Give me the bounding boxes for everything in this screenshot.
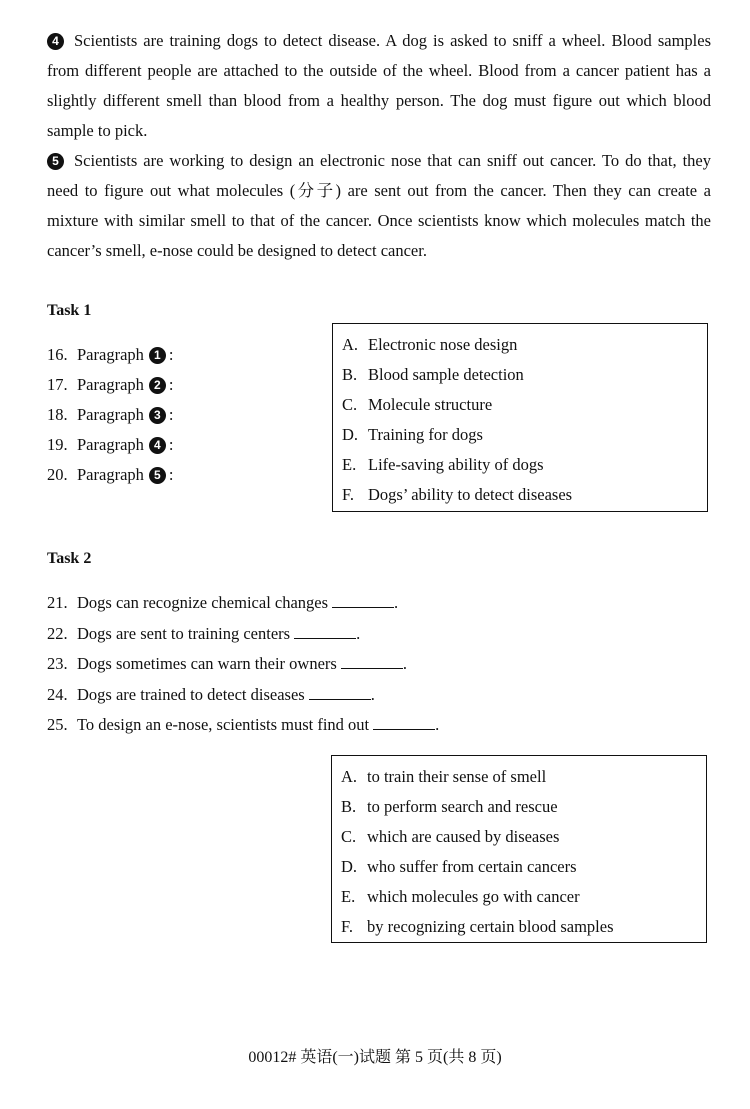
task1-option-d bbox=[342, 420, 707, 450]
option-letter: E. bbox=[341, 887, 356, 906]
task1-question-16 bbox=[47, 340, 173, 370]
task2-question-24 bbox=[47, 680, 439, 711]
question-colon: : bbox=[168, 465, 174, 484]
task1-question-17 bbox=[47, 370, 173, 400]
task1-question-18 bbox=[47, 400, 173, 430]
question-number: 18. bbox=[47, 405, 68, 424]
option-letter: B. bbox=[342, 365, 358, 384]
option-text: Blood sample detection bbox=[368, 365, 524, 384]
option-letter: A. bbox=[342, 335, 359, 354]
option-letter: F. bbox=[342, 485, 354, 504]
option-letter: E. bbox=[342, 455, 357, 474]
task1-option-f bbox=[342, 480, 707, 510]
question-number: 17. bbox=[47, 375, 68, 394]
question-label: Paragraph bbox=[77, 375, 144, 394]
question-text: Dogs are trained to detect diseases bbox=[77, 684, 305, 704]
question-text: To design an e-nose, scientists must find out bbox=[77, 715, 370, 734]
task2-question-22 bbox=[47, 619, 439, 650]
answer-blank bbox=[341, 652, 403, 669]
task1-option-b bbox=[342, 360, 707, 390]
question-label: Paragraph bbox=[77, 405, 144, 424]
task1-option-a bbox=[342, 330, 707, 360]
question-label: Paragraph bbox=[77, 465, 144, 484]
task2-option-a bbox=[341, 762, 706, 792]
question-label: Paragraph bbox=[77, 435, 144, 454]
task2-option-f bbox=[341, 912, 706, 942]
question-number: 25. bbox=[47, 715, 68, 734]
answer-blank bbox=[373, 713, 435, 730]
question-colon: : bbox=[168, 405, 174, 424]
option-text: to train their sense of smell bbox=[367, 767, 547, 786]
paragraph-5 bbox=[47, 146, 711, 266]
question-label: Paragraph bbox=[77, 345, 144, 364]
option-letter: F. bbox=[341, 917, 353, 936]
option-letter: D. bbox=[342, 425, 359, 444]
paragraph-marker-icon: 5 bbox=[149, 467, 166, 484]
option-letter: C. bbox=[341, 827, 357, 846]
question-colon: : bbox=[168, 345, 174, 364]
option-text: Electronic nose design bbox=[368, 335, 518, 354]
task1-question-20 bbox=[47, 460, 173, 490]
option-text: Molecule structure bbox=[368, 395, 493, 414]
option-text: which molecules go with cancer bbox=[367, 887, 580, 906]
task2-option-c bbox=[341, 822, 706, 852]
paragraph-marker-4: 4 bbox=[47, 33, 64, 50]
task2-options-box bbox=[331, 755, 707, 943]
question-number: 22. bbox=[47, 623, 68, 643]
question-number: 23. bbox=[47, 654, 68, 673]
paragraph-4 bbox=[47, 26, 711, 146]
answer-blank bbox=[332, 591, 394, 608]
option-text: Life-saving ability of dogs bbox=[368, 455, 544, 474]
option-letter: A. bbox=[341, 767, 358, 786]
option-text: to perform search and rescue bbox=[367, 797, 558, 816]
option-letter: B. bbox=[341, 797, 357, 816]
question-text: Dogs sometimes can warn their owners bbox=[77, 654, 337, 673]
paragraph-4-text: Scientists are training dogs to detect disease. A dog is asked to sniff a wheel. Blood samples from different people are attached to the outside of the wheel. Blood from a cancer patient has a slightly different smell than blood from a healthy person. The dog must figure out which blood sample to pick. bbox=[47, 31, 711, 140]
task2-option-b bbox=[341, 792, 706, 822]
task2-title: Task 2 bbox=[47, 550, 92, 567]
question-period: . bbox=[394, 593, 399, 612]
option-text: by recognizing certain blood samples bbox=[367, 917, 614, 936]
question-period: . bbox=[370, 684, 375, 704]
task2-option-d bbox=[341, 852, 706, 882]
task1-question-19 bbox=[47, 430, 173, 460]
question-text: Dogs can recognize chemical changes bbox=[77, 593, 329, 612]
paragraph-marker-icon: 4 bbox=[149, 437, 166, 454]
question-number: 16. bbox=[47, 345, 68, 364]
question-period: . bbox=[402, 654, 407, 673]
task1-option-c bbox=[342, 390, 707, 420]
option-text: which are caused by diseases bbox=[367, 827, 560, 846]
task1-option-e bbox=[342, 450, 707, 480]
paragraph-marker-5: 5 bbox=[47, 153, 64, 170]
task1-title: Task 1 bbox=[47, 302, 92, 319]
task2-question-25 bbox=[47, 710, 439, 741]
paragraph-marker-icon: 2 bbox=[149, 377, 166, 394]
question-number: 19. bbox=[47, 435, 68, 454]
question-number: 24. bbox=[47, 684, 68, 704]
question-period: . bbox=[435, 715, 440, 734]
task1-question-list bbox=[47, 340, 173, 490]
question-colon: : bbox=[168, 435, 174, 454]
paragraph-marker-icon: 3 bbox=[149, 407, 166, 424]
question-colon: : bbox=[168, 375, 174, 394]
question-period: . bbox=[356, 623, 361, 643]
option-text: Training for dogs bbox=[368, 425, 483, 444]
task2-question-list bbox=[47, 588, 439, 741]
task2-question-21 bbox=[47, 588, 439, 619]
option-text: Dogs’ ability to detect diseases bbox=[368, 485, 573, 504]
answer-blank bbox=[309, 683, 371, 700]
question-number: 21. bbox=[47, 593, 68, 612]
page-footer: 00012# 英语(一)试题 第 5 页(共 8 页) bbox=[248, 1049, 502, 1066]
paragraph-marker-icon: 1 bbox=[149, 347, 166, 364]
question-number: 20. bbox=[47, 465, 68, 484]
task2-option-e bbox=[341, 882, 706, 912]
paragraph-5-text: Scientists are working to design an electronic nose that can sniff out cancer. To do that, they need to figure out what molecules (分子) are sent out from the cancer. Then they can create a mixture with similar smell to that of the cancer. Once scientists know which molecules match the cancer’s smell, e-nose could be designed to detect cancer. bbox=[47, 151, 711, 260]
question-text: Dogs are sent to training centers bbox=[77, 623, 291, 643]
task1-options-box bbox=[332, 323, 708, 512]
option-letter: D. bbox=[341, 857, 358, 876]
task2-question-23 bbox=[47, 649, 439, 680]
option-text: who suffer from certain cancers bbox=[367, 857, 577, 876]
answer-blank bbox=[294, 622, 356, 639]
option-letter: C. bbox=[342, 395, 358, 414]
